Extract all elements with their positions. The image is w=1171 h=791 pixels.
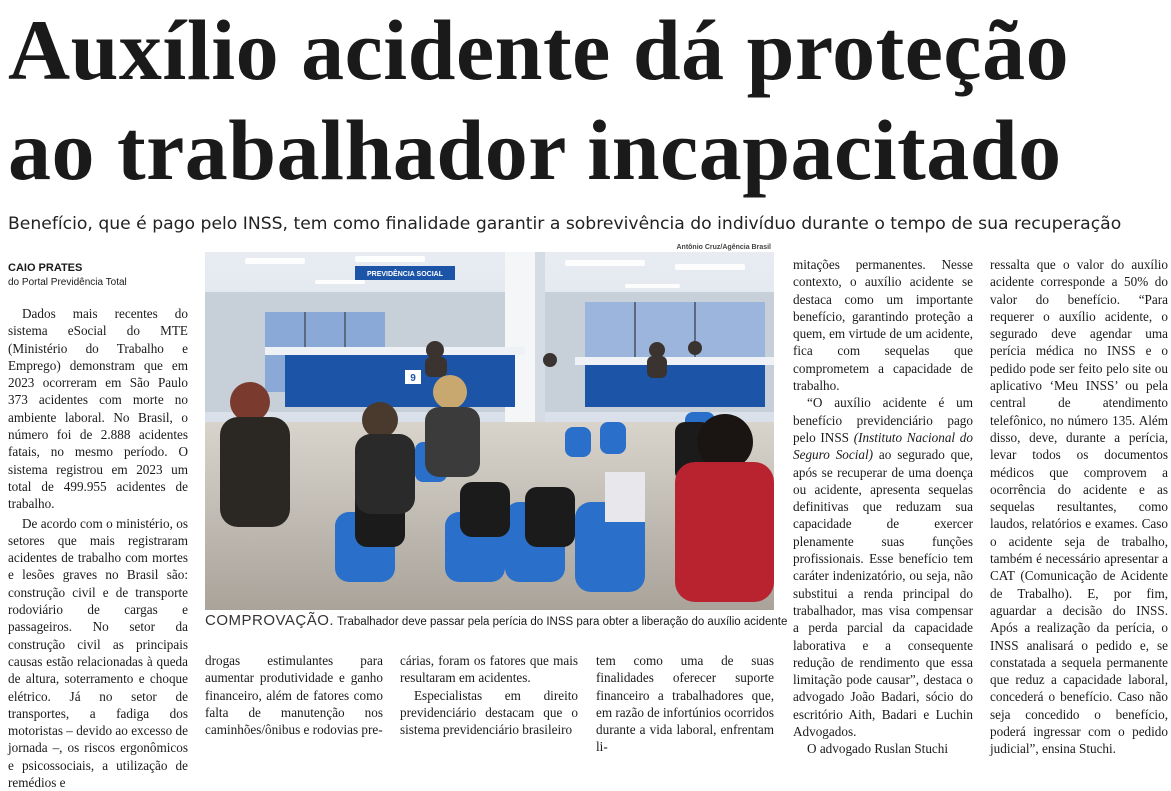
- paragraph: ressalta que o valor do auxílio acidente corresponde a 50% do valor do benefício. “Para requerer o auxílio acidente, o segurado deve agendar uma perícia médica no INSS e o pedido pode ser feito pelo site ou aplicativo ‘Meu INSS’ ou pela central de atendimento telefônico, no número 135. Além disso, deve, durante a perícia, levar todos os documentos médicos que comprovem a ocorrência do acidente e as sequelas resultantes, como laudos, relatórios e exames. Caso o acidente seja de trabalho, também é necessário apresentar a CAT (Comunicação de Acidente de Trabalho). E, por fim, aguardar a decisão do INSS. Após a realização da perícia, o INSS analisará o pedido e, se constatada a sequela permanente que reduz a capacidade laboral, concederá o benefício. Caso não seja concedido o benefício, poderá ingressar com o pedido judicial”, ensina Stuchi.: [990, 257, 1168, 757]
- headline-line-2: ao trabalhador incapacitado: [8, 102, 1062, 198]
- photo-caption: [205, 612, 788, 629]
- paragraph: cárias, foram os fatores que mais resultaram em acidentes.: [400, 653, 578, 686]
- article-column-6: [990, 256, 1168, 758]
- paragraph: Dados mais recentes do sistema eSocial do MTE (Ministério do Trabalho e Emprego) demonstram que em 2023 ocorreram em São Paulo 373 acidentes com morte no ambiente laboral. No Brasil, o número foi de 2.888 acidentes fatais, no mesmo período. O sistema registrou em 2023 um total de 499.955 acidentes de trabalho.: [8, 306, 188, 512]
- paragraph: De acordo com o ministério, os setores que mais registraram acidentes de trabalho com mortes e lesões graves no Brasil são: construção civil e de transporte rodoviário de cargas e passageiros. No setor da construção civil as principais causas estão relacionadas à queda de altura, soterramento e choque elétrico. Já no setor de transportes, a fadiga dos motoristas – devido ao excesso de jornada –, os riscos ergonômicos e psicossociais, a utilização de remédios e: [8, 515, 188, 791]
- headline-line-1: Auxílio acidente dá proteção: [8, 2, 1070, 98]
- byline-author: CAIO PRATES: [8, 262, 83, 274]
- quote-end: ao segurado que, após se recuperar de uma doença ou acidente, apresenta sequelas definitivas que reduzam sua capacidade de exercer plenamente suas funções profissionais. Esse benefício tem caráter indenizatório, ou seja, não substitui a renda principal do trabalhador, mas visa compensar a perda parcial da capacidade laborativa e a consequente redução de rendimento que essa limitação pode causar”, destaca o advogado João Badari, sócio do escritório Aith, Badari e Luchin Advogados.: [793, 447, 973, 740]
- quote-em: (Instituto Nacional do Seguro Social): [793, 429, 973, 463]
- paragraph: O advogado Ruslan Stuchi: [807, 741, 949, 757]
- byline-organization: do Portal Previdência Total: [8, 277, 127, 288]
- article-column-3: [400, 652, 578, 738]
- article-column-2: [205, 652, 383, 738]
- article-column-1: [8, 305, 188, 791]
- article-photo: [205, 252, 774, 610]
- paragraph: Especialistas em direito previdenciário destacam que o sistema previdenciário brasileiro: [400, 687, 578, 738]
- paragraph: mitações permanentes. Nesse contexto, o auxílio acidente se destaca como um importante benefício, garantindo proteção a quem, em virtude de um acidente, fica com sequelas que comprometem a capacidade de trabalho.: [793, 257, 973, 394]
- waiting-room-illustration: [205, 252, 774, 610]
- counter-number: 9: [410, 373, 416, 384]
- paragraph: tem como uma de suas finalidades oferecer suporte financeiro a trabalhadores que, em razão de infortúnios ocorridos durante a vida laboral, enfrentam li-: [596, 653, 774, 755]
- sign-text: PREVIDÊNCIA SOCIAL: [367, 271, 443, 278]
- paragraph: [793, 394, 973, 740]
- paragraph: drogas estimulantes para aumentar produtividade e ganho financeiro, além de fatores como falta de manutenção nos caminhões/ônibus e rodovias pre-: [205, 653, 383, 738]
- quote-start: “O auxílio acidente é um benefício previdenciário pago pelo INSS: [793, 395, 973, 445]
- subheadline: Benefício, que é pago pelo INSS, tem como finalidade garantir a sobrevivência do indivíduo durante o tempo de sua recuperação: [8, 214, 1122, 234]
- headline: [8, 0, 1168, 200]
- photo-credit: Antônio Cruz/Agência Brasil: [676, 244, 771, 251]
- caption-lead: COMPROVAÇÃO.: [205, 612, 335, 629]
- article-column-4: [596, 652, 774, 756]
- article-column-5: [793, 256, 973, 758]
- caption-text: Trabalhador deve passar pela perícia do INSS para obter a liberação do auxílio acidente: [337, 616, 788, 628]
